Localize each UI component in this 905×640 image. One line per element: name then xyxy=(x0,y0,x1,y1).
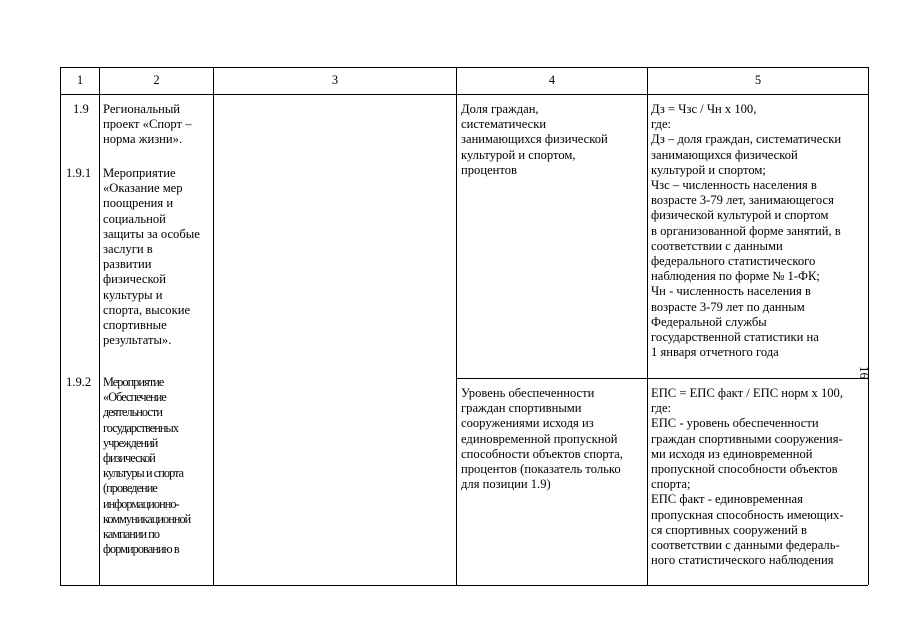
indicator-1-9-2: Уровень обеспеченности граждан спортивными сооружениями исходя из единовременной пропускной способности объектов спорта, процентов (показатель только для позиции 1.9) xyxy=(461,386,623,492)
formula-1-9-2: ЕПС = ЕПС факт / ЕПС норм х 100, где: ЕПС - уровень обеспеченности граждан спортивными сооружения- ми исходя из единовременной пропускной способности объектов спорта; ЕПС факт - единовременная пропускная способность имеющих- ся спортивных сооружений в соответствии с данными федераль- ного статистического наблюдения xyxy=(651,386,844,568)
project-name-1-9: Региональный проект «Спорт – норма жизни». xyxy=(103,102,192,147)
header-col-1: 1 xyxy=(76,73,84,87)
indicator-1-9: Доля граждан, систематически занимающихся физической культурой и спортом, процентов xyxy=(461,102,608,177)
header-col-5: 5 xyxy=(754,73,762,87)
header-col-2: 2 xyxy=(153,73,160,87)
row-number-1-9-1: 1.9.1 xyxy=(66,166,92,180)
page-number: 16 xyxy=(857,366,872,379)
header-col-3: 3 xyxy=(331,73,339,87)
header-col-4: 4 xyxy=(548,73,556,87)
activity-name-1-9-2: Мероприятие «Обеспечение деятельности государственных учреждений физической культуры и спорта (проведение информационно- коммуникационной кампании по формированию в xyxy=(103,375,191,557)
row-number-1-9: 1.9 xyxy=(73,102,89,116)
row-number-1-9-2: 1.9.2 xyxy=(66,375,92,389)
formula-1-9: Дз = Чзс / Чн х 100, где: Дз – доля граждан, систематически занимающихся физической культурой и спортом; Чзс – численность населения в возрасте 3-79 лет, занимающегося физической культурой и спортом в организованной форме занятий, в соответствии с данными федерального статистического наблюдения по форме № 1-ФК; Чн - численность населения в возрасте 3-79 лет по данным Федеральной службы государственной статистики на 1 января отчетного года xyxy=(651,102,842,360)
activity-name-1-9-1: Мероприятие «Оказание мер поощрения и социальной защиты за особые заслуги в развитии физической культуры и спорта, высокие спортивные результаты». xyxy=(103,166,200,348)
